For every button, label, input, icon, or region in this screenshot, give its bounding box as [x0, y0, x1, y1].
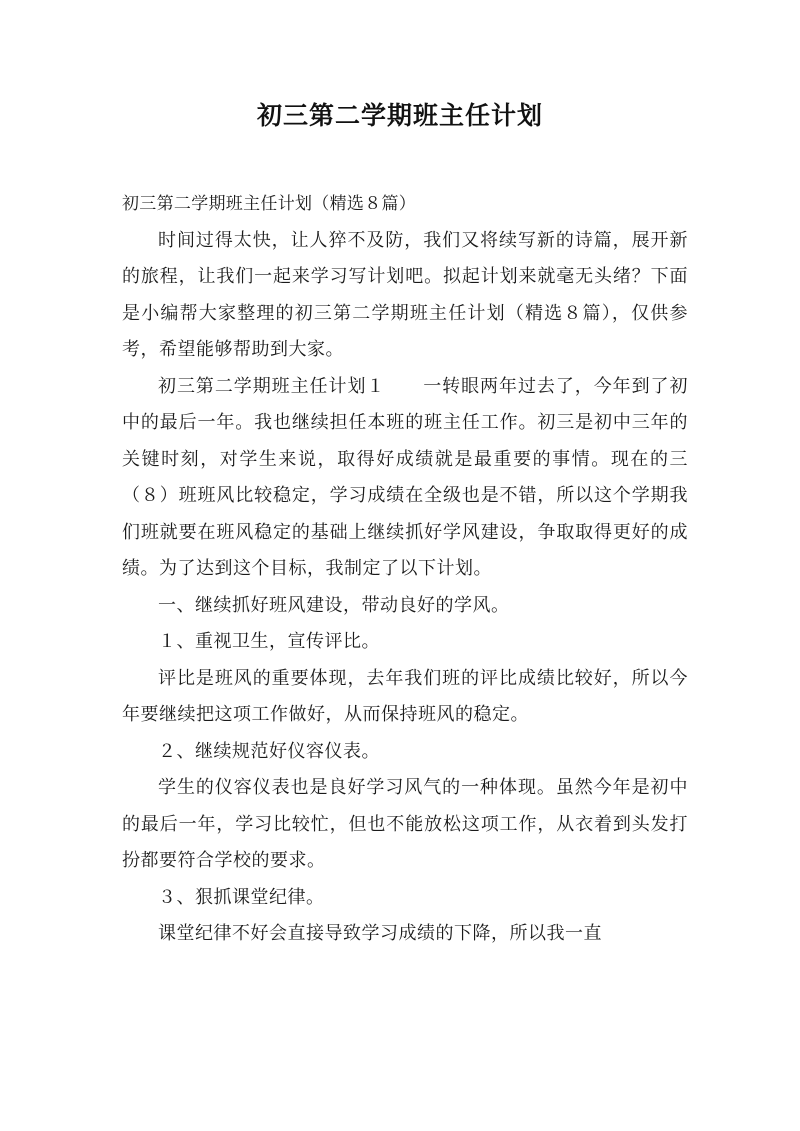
paragraph-item-1: 评比是班风的重要体现，去年我们班的评比成绩比较好，所以今年要继续把这项工作做好，从而保持班风的稳定。	[122, 667, 688, 725]
section-heading-1: 一、继续抓好班风建设，带动良好的学风。	[158, 594, 510, 616]
paragraph-plan-1: 初三第二学期班主任计划１ 一转眼两年过去了，今年到了初中的最后一年。我也继续担任本班的班主任工作。初三是初中三年的关键时刻，对学生来说，取得好成绩就是最重要的事情。现在的三（８）班班风比较稳定，学习成绩在全级也是不错，所以这个学期我们班就要在班风稳定的基础上继续抓好学风建设，争取取得更好的成绩。为了达到这个目标，我制定了以下计划。	[122, 375, 688, 579]
page-title: 初三第二学期班主任计划	[256, 101, 543, 130]
paragraph-item-2: 学生的仪容仪表也是良好学习风气的一种体现。虽然今年是初中的最后一年，学习比较忙，但也不能放松这项工作，从衣着到头发打扮都要符合学校的要求。	[122, 777, 688, 871]
paragraph-intro: 时间过得太快，让人猝不及防，我们又将续写新的诗篇，展开新的旅程，让我们一起来学习写计划吧。拟起计划来就毫无头绪？下面是小编帮大家整理的初三第二学期班主任计划（精选８篇），仅供参考，希望能够帮助到大家。	[122, 229, 688, 360]
item-heading-3: ３、狠抓课堂纪律。	[158, 886, 325, 908]
document-subtitle: 初三第二学期班主任计划（精选８篇）	[122, 194, 417, 214]
item-heading-1: １、重视卫生，宣传评比。	[158, 631, 380, 652]
paragraph-item-3: 课堂纪律不好会直接导致学习成绩的下降，所以我一直	[158, 923, 602, 944]
item-heading-2: ２、继续规范好仪容仪表。	[158, 740, 380, 762]
document-body	[122, 186, 688, 953]
